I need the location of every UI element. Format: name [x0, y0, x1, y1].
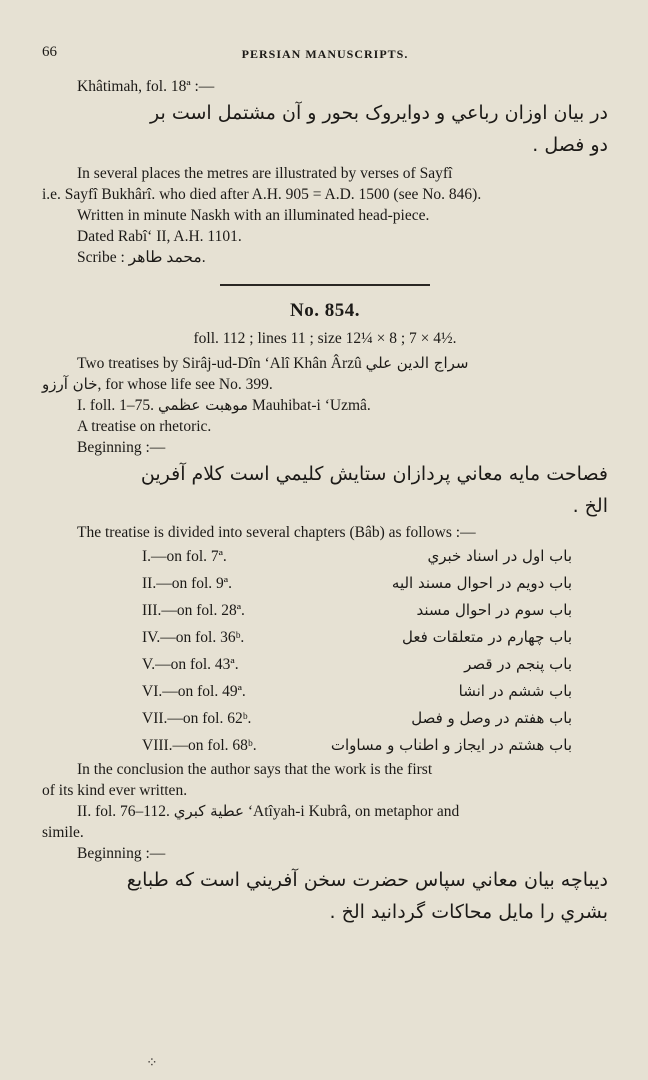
chapter-arabic: باب چهارم در متعلقات فعل: [402, 628, 572, 646]
part-1-folios: I. foll. 1–75.: [77, 397, 155, 414]
intro-line-2-arabic: خان آرزو: [42, 375, 98, 393]
part-2-title: ‘Atîyah-i Kubrâ, on metaphor and: [247, 803, 460, 820]
chapter-arabic: باب هشتم در ايجاز و اطناب و مساوات: [330, 736, 572, 754]
metres-note-line-2: i.e. Sayfî Bukhârî. who died after A.H. 905 = A.D. 1500 (see No. 846).: [42, 186, 482, 203]
khatimah-arabic-line-1: در بيان اوزان رباعي و دوايروک بحور و آن مشتمل است بر: [150, 102, 608, 124]
beginning-label-1: Beginning :—: [77, 439, 166, 456]
part-1-description: A treatise on rhetoric.: [77, 418, 212, 435]
beginning-arabic-1-line-2: الخ .: [572, 495, 608, 517]
ink-speck: ⁘: [146, 1056, 158, 1071]
chapter-arabic: باب سوم در احوال مسند: [416, 601, 572, 619]
chapter-folio: V.—on fol. 43ª.: [142, 656, 239, 673]
part-1-heading: [42, 395, 608, 416]
chapter-folio: II.—on fol. 9ª.: [142, 575, 232, 592]
chapter-arabic: باب پنجم در قصر: [464, 655, 572, 673]
metres-note-line-1: In several places the metres are illustrated by verses of Sayfî: [77, 165, 453, 182]
chapter-folio: III.—on fol. 28ª.: [142, 602, 245, 619]
part-2-heading: [42, 801, 608, 822]
intro-line-1-english: Two treatises by Sirâj-ud-Dîn ‘Alî Khân Ârzû: [77, 355, 362, 372]
chapter-folio: VIII.—on fol. 68ᵇ.: [142, 737, 257, 754]
page-header: [42, 40, 608, 66]
chapter-row: [42, 705, 608, 732]
part-2-line-2: simile.: [42, 824, 84, 841]
chapter-folio: IV.—on fol. 36ᵇ.: [142, 629, 245, 646]
page-number: 66: [42, 44, 57, 60]
chapter-row: [42, 678, 608, 705]
intro-line-1: [42, 353, 608, 374]
entry-number: No. 854.: [290, 300, 360, 321]
chapters-intro: The treatise is divided into several chapters (Bâb) as follows :—: [77, 524, 476, 541]
chapter-arabic: باب هفتم در وصل و فصل: [411, 709, 572, 727]
beginning-arabic-1-line-1: فصاحت مايه معاني پردازان ستايش کليمي است کلام آفرين: [140, 463, 608, 485]
chapter-row: [42, 624, 608, 651]
chapter-arabic: باب دويم در احوال مسند اليه: [391, 574, 572, 592]
chapter-folio: VI.—on fol. 49ª.: [142, 683, 246, 700]
script-note: Written in minute Naskh with an illuminated head-piece.: [77, 207, 430, 224]
intro-line-2-english: , for whose life see No. 399.: [97, 376, 273, 393]
beginning-arabic-2-line-2: بشري را مايل محاکات گردانيد الخ .: [329, 901, 608, 923]
khatimah-arabic-line-2: دو فصل .: [532, 134, 608, 156]
part-1-title: Mauhibat-i ‘Uzmâ.: [251, 397, 371, 414]
part-2-folios: II. fol. 76–112.: [77, 803, 170, 820]
date-note: Dated Rabî‘ II, A.H. 1101.: [77, 228, 242, 245]
khatimah-label: Khâtimah, fol. 18ª :—: [77, 78, 215, 95]
chapter-row: [42, 597, 608, 624]
chapter-list: [42, 543, 608, 759]
collation: foll. 112 ; lines 11 ; size 12¼ × 8 ; 7 × 4½.: [193, 330, 457, 347]
chapter-arabic: باب ششم در انشا: [458, 682, 572, 700]
chapter-row: [42, 570, 608, 597]
conclusion-line-2: of its kind ever written.: [42, 782, 188, 799]
section-divider: [220, 284, 430, 286]
chapter-folio: VII.—on fol. 62ᵇ.: [142, 710, 252, 727]
part-1-arabic-title: موهبت عظمي: [157, 396, 249, 414]
chapter-row: [42, 543, 608, 570]
beginning-arabic-2-line-1: ديباچه بيان معاني سپاس حضرت سخن آفريني است که طبايع: [126, 869, 608, 891]
intro-line-2: [42, 374, 608, 395]
chapter-row: [42, 651, 608, 678]
beginning-label-2: Beginning :—: [77, 845, 166, 862]
chapter-row: [42, 732, 608, 759]
chapter-folio: I.—on fol. 7ª.: [142, 548, 227, 565]
conclusion-line-1: In the conclusion the author says that the work is the first: [77, 761, 433, 778]
intro-line-1-arabic: سراج الدين علي: [365, 354, 469, 372]
chapter-arabic: باب اول در اسناد خبري: [427, 547, 572, 565]
part-2-arabic-title: عطية کبري: [173, 802, 244, 820]
running-title: PERSIAN MANUSCRIPTS.: [241, 47, 409, 61]
scribe-note: Scribe : محمد طاهر.: [77, 249, 206, 266]
